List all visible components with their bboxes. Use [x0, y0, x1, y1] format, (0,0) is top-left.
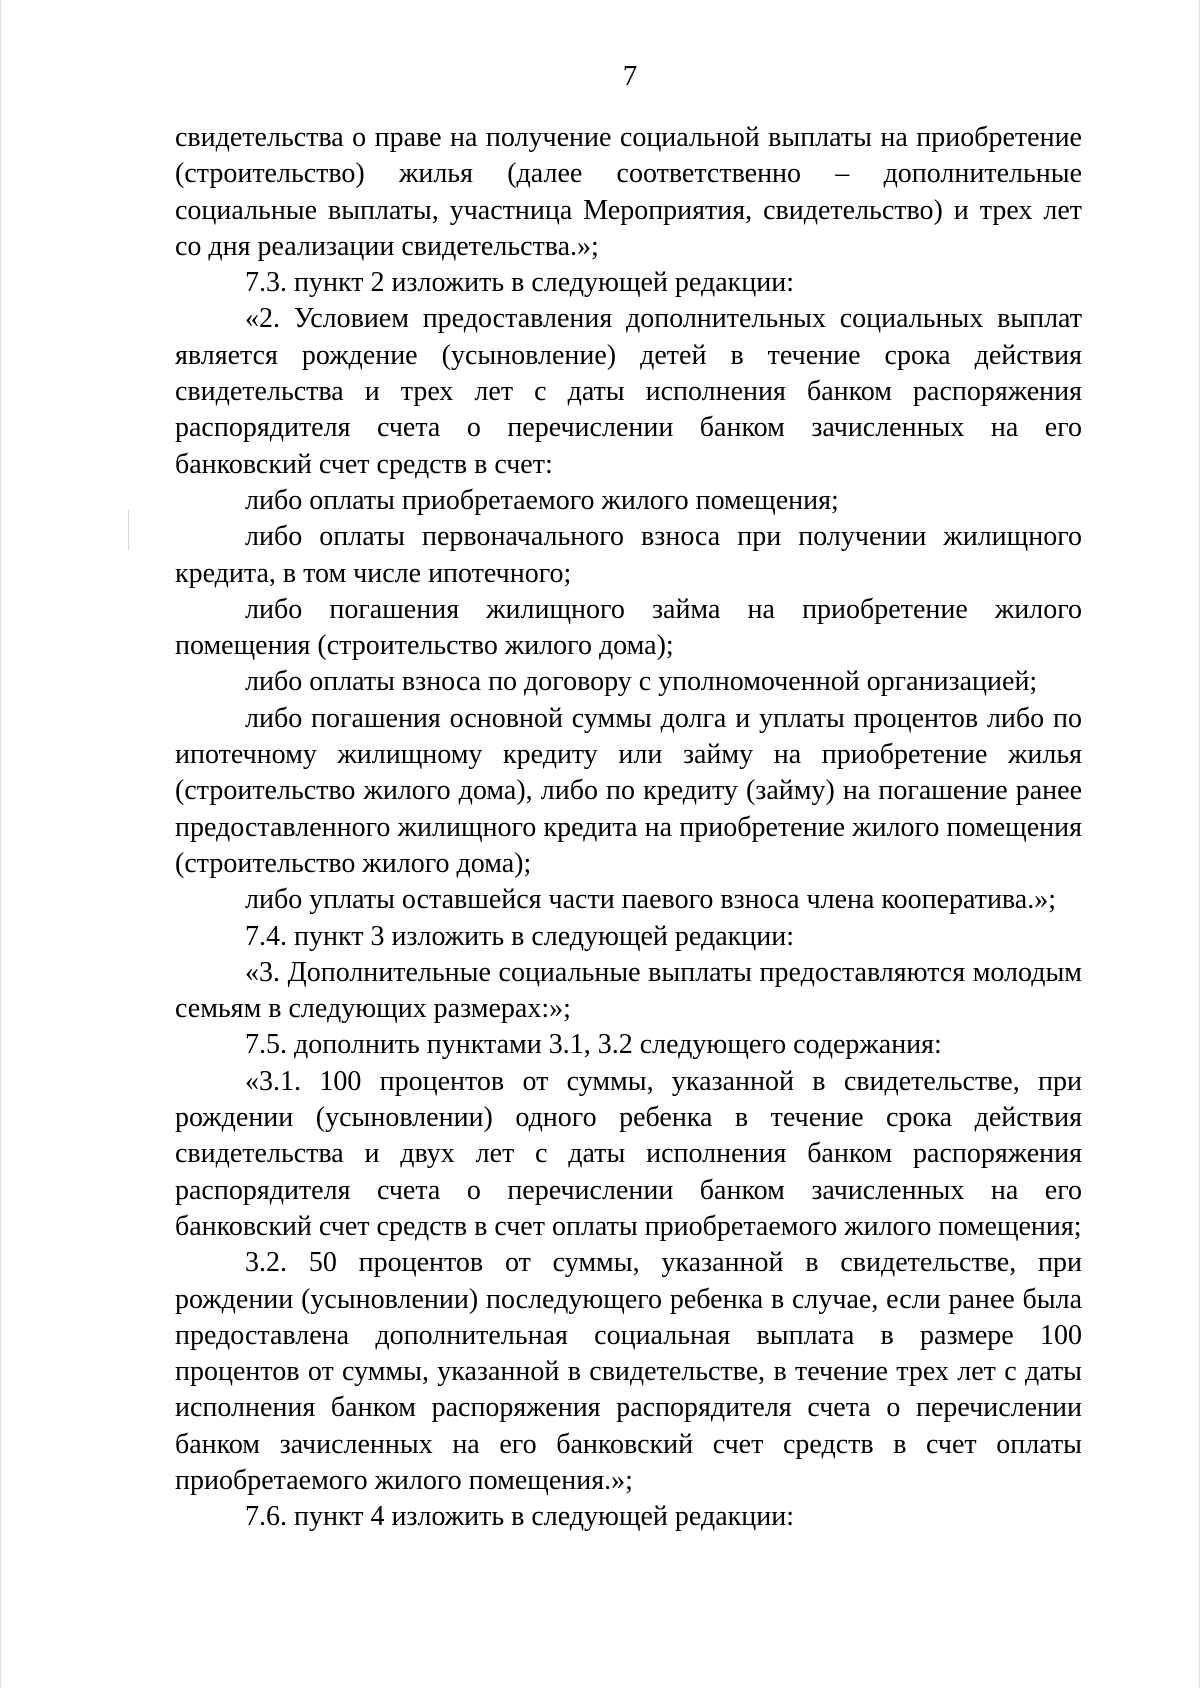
paragraph-7-3: 7.3. пункт 2 изложить в следующей редакции:	[245, 267, 794, 299]
paragraph-clause-3-2: 3.2. 50 процентов от суммы, указанной в свидетельстве, при рождении (усыновлении) последующего ребенка в случае, если ранее была предоставлена дополнительная социальная выплата в размере 100 процентов от суммы, указанной в свидетельстве, в течение трех лет с даты исполнения банком распоряжения распорядителя счета о перечислении банком зачисленных на его банковский счет средств в счет оплаты приобретаемого жилого помещения.»;	[175, 1247, 1082, 1496]
paragraph-option-5: либо погашения основной суммы долга и уплаты процентов либо по ипотечному жилищному кредиту или займу на приобретение жилья (строительство жилого дома), либо по кредиту (займу) на погашение ранее предоставленного жилищного кредита на приобретение жилого помещения (строительство жилого дома);	[175, 702, 1082, 879]
paragraph-7-6: 7.6. пункт 4 изложить в следующей редакции:	[245, 1501, 794, 1533]
paragraph-clause-3-1: «3.1. 100 процентов от суммы, указанной в свидетельстве, при рождении (усыновлении) одного ребенка в течение срока действия свидетельства и двух лет с даты исполнения банком распоряжения распорядителя счета о перечислении банком зачисленных на его банковский счет средств в счет оплаты приобретаемого жилого помещения;	[175, 1065, 1082, 1242]
paragraph-7-5: 7.5. дополнить пунктами 3.1, 3.2 следующего содержания:	[245, 1029, 942, 1061]
document-body	[175, 120, 1082, 1536]
scan-artifact-mark	[128, 510, 129, 550]
paragraph-option-2: либо оплаты первоначального взноса при получении жилищного кредита, в том числе ипотечного;	[175, 521, 1082, 589]
paragraph-option-4: либо оплаты взноса по договору с уполномоченной организацией;	[245, 666, 1038, 698]
page-number: 7	[622, 60, 638, 92]
scan-left-edge	[0, 0, 1, 1688]
paragraph-option-3: либо погашения жилищного займа на приобретение жилого помещения (строительство жилого дома);	[175, 593, 1082, 662]
paragraph-clause-3: «3. Дополнительные социальные выплаты предоставляются молодым семьям в следующих размерах:»;	[175, 956, 1082, 1025]
paragraph-clause-2: «2. Условием предоставления дополнительных социальных выплат является рождение (усыновление) детей в течение срока действия свидетельства и трех лет с даты исполнения банком распоряжения распорядителя счета о перечислении банком зачисленных на его банковский счет средств в счет:	[175, 303, 1082, 480]
paragraph-option-1: либо оплаты приобретаемого жилого помещения;	[245, 484, 839, 516]
paragraph-option-6: либо уплаты оставшейся части паевого взноса члена кооператива.»;	[245, 884, 1056, 916]
paragraph-7-4: 7.4. пункт 3 изложить в следующей редакции:	[245, 920, 794, 952]
paragraph-continuation: свидетельства о праве на получение социальной выплаты на приобретение (строительство) жилья (далее соответственно – дополнительные социальные выплаты, участница Мероприятия, свидетельство) и трех лет со дня реализации свидетельства.»;	[175, 122, 1082, 262]
